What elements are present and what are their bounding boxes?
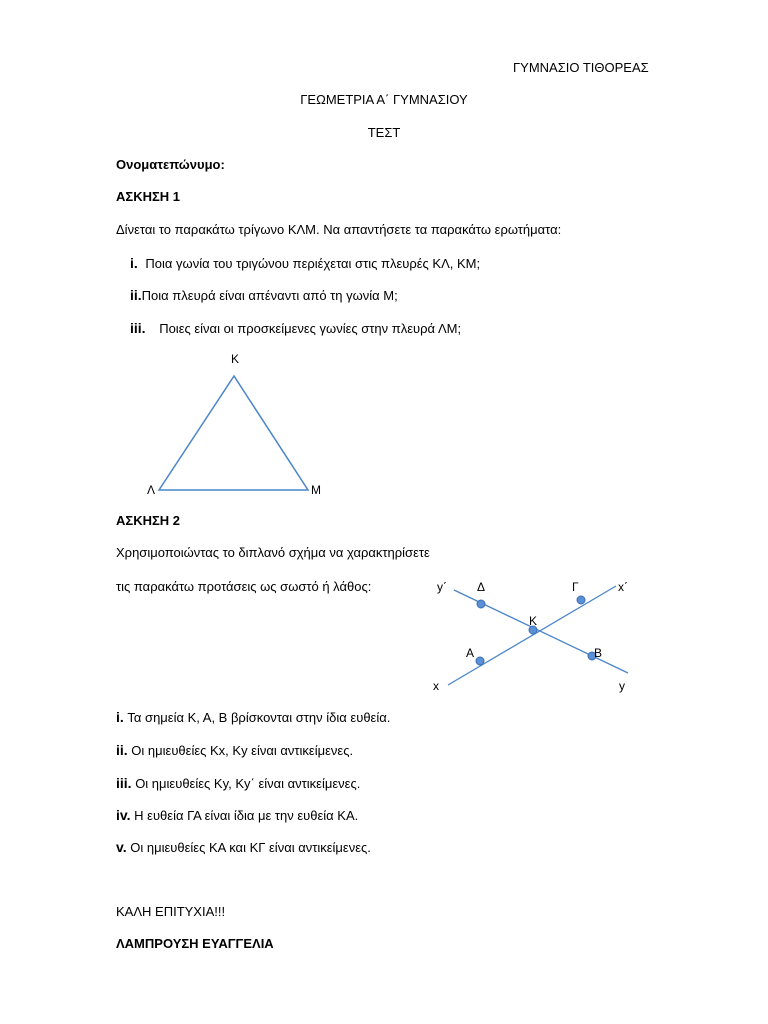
point-gamma xyxy=(577,596,585,604)
vertex-label-k: Κ xyxy=(231,352,240,366)
statement-number: i. xyxy=(116,709,124,725)
label-alpha: Α xyxy=(466,646,475,660)
statement-text: Οι ημιευθείες Κx, Κy είναι αντικείμενες. xyxy=(131,743,354,758)
statement-item xyxy=(116,807,358,824)
question-text: Ποια πλευρά είναι απέναντι από τη γωνία Μ; xyxy=(141,288,398,303)
intersecting-lines-figure xyxy=(420,572,640,700)
question-text: Ποιες είναι οι προσκείμενες γωνίες στην πλευρά ΛΜ; xyxy=(159,321,462,336)
label-x-prime: x΄ xyxy=(618,580,628,594)
label-delta: Δ xyxy=(477,580,486,594)
label-x: x xyxy=(433,679,439,693)
exercise-2-title: ΑΣΚΗΣΗ 2 xyxy=(116,513,180,528)
vertex-label-l: Λ xyxy=(147,483,156,497)
exercise-1-title: ΑΣΚΗΣΗ 1 xyxy=(116,189,180,204)
statement-item xyxy=(116,742,353,759)
label-gamma: Γ xyxy=(572,580,579,594)
vertex-label-m: Μ xyxy=(311,483,321,497)
statement-number: iii. xyxy=(116,775,132,791)
author-name: ΛΑΜΠΡΟΥΣΗ ΕΥΑΓΓΕΛΙΑ xyxy=(116,936,274,951)
line-xx-prime xyxy=(448,586,616,685)
question-item xyxy=(130,320,461,337)
test-title: ΤΕΣΤ xyxy=(367,125,401,140)
exercise-2-intro-line1: Χρησιμοποιώντας το διπλανό σχήμα να χαρακτηρίσετε xyxy=(116,545,430,560)
statement-text: Τα σημεία Κ, Α, Β βρίσκονται στην ίδια ευθεία. xyxy=(127,710,391,725)
school-name: ΓΥΜΝΑΣΙΟ ΤΙΘΟΡΕΑΣ xyxy=(513,60,649,75)
question-number: i. xyxy=(130,255,138,271)
statement-item xyxy=(116,775,360,792)
question-text: Ποια γωνία του τριγώνου περιέχεται στις πλευρές ΚΛ, ΚΜ; xyxy=(145,256,481,271)
statement-text: Η ευθεία ΓΑ είναι ίδια με την ευθεία ΚΑ. xyxy=(134,808,359,823)
statement-item xyxy=(116,839,371,856)
exercise-2-intro-line2: τις παρακάτω προτάσεις ως σωστό ή λάθος: xyxy=(116,579,372,594)
triangle-figure xyxy=(140,348,340,504)
statement-number: iv. xyxy=(116,807,131,823)
statement-number: ii. xyxy=(116,742,128,758)
label-beta: Β xyxy=(594,646,603,660)
triangle-klm xyxy=(159,376,308,490)
point-alpha xyxy=(476,657,484,665)
question-number: ii. xyxy=(130,287,142,303)
question-number: iii. xyxy=(130,320,146,336)
question-item xyxy=(130,255,480,272)
point-delta xyxy=(477,600,485,608)
label-y: y xyxy=(619,679,625,693)
exercise-1-intro: Δίνεται το παρακάτω τρίγωνο ΚΛΜ. Να απαντήσετε τα παρακάτω ερωτήματα: xyxy=(116,222,562,237)
subject-title: ΓΕΩΜΕΤΡΙΑ Α΄ ΓΥΜΝΑΣΙΟΥ xyxy=(300,92,468,107)
label-y-prime: y΄ xyxy=(437,580,447,594)
statement-number: v. xyxy=(116,839,127,855)
statement-item xyxy=(116,709,390,726)
good-luck-text: ΚΑΛΗ ΕΠΙΤΥΧΙΑ!!! xyxy=(116,904,226,919)
statement-text: Οι ημιευθείες Κy, Κy΄ είναι αντικείμενες. xyxy=(135,776,361,791)
label-kappa: Κ xyxy=(529,614,538,628)
statement-text: Οι ημιευθείες ΚΑ και ΚΓ είναι αντικείμενες. xyxy=(130,840,371,855)
name-label: Ονοματεπώνυμο: xyxy=(116,157,225,172)
question-item xyxy=(130,287,398,304)
